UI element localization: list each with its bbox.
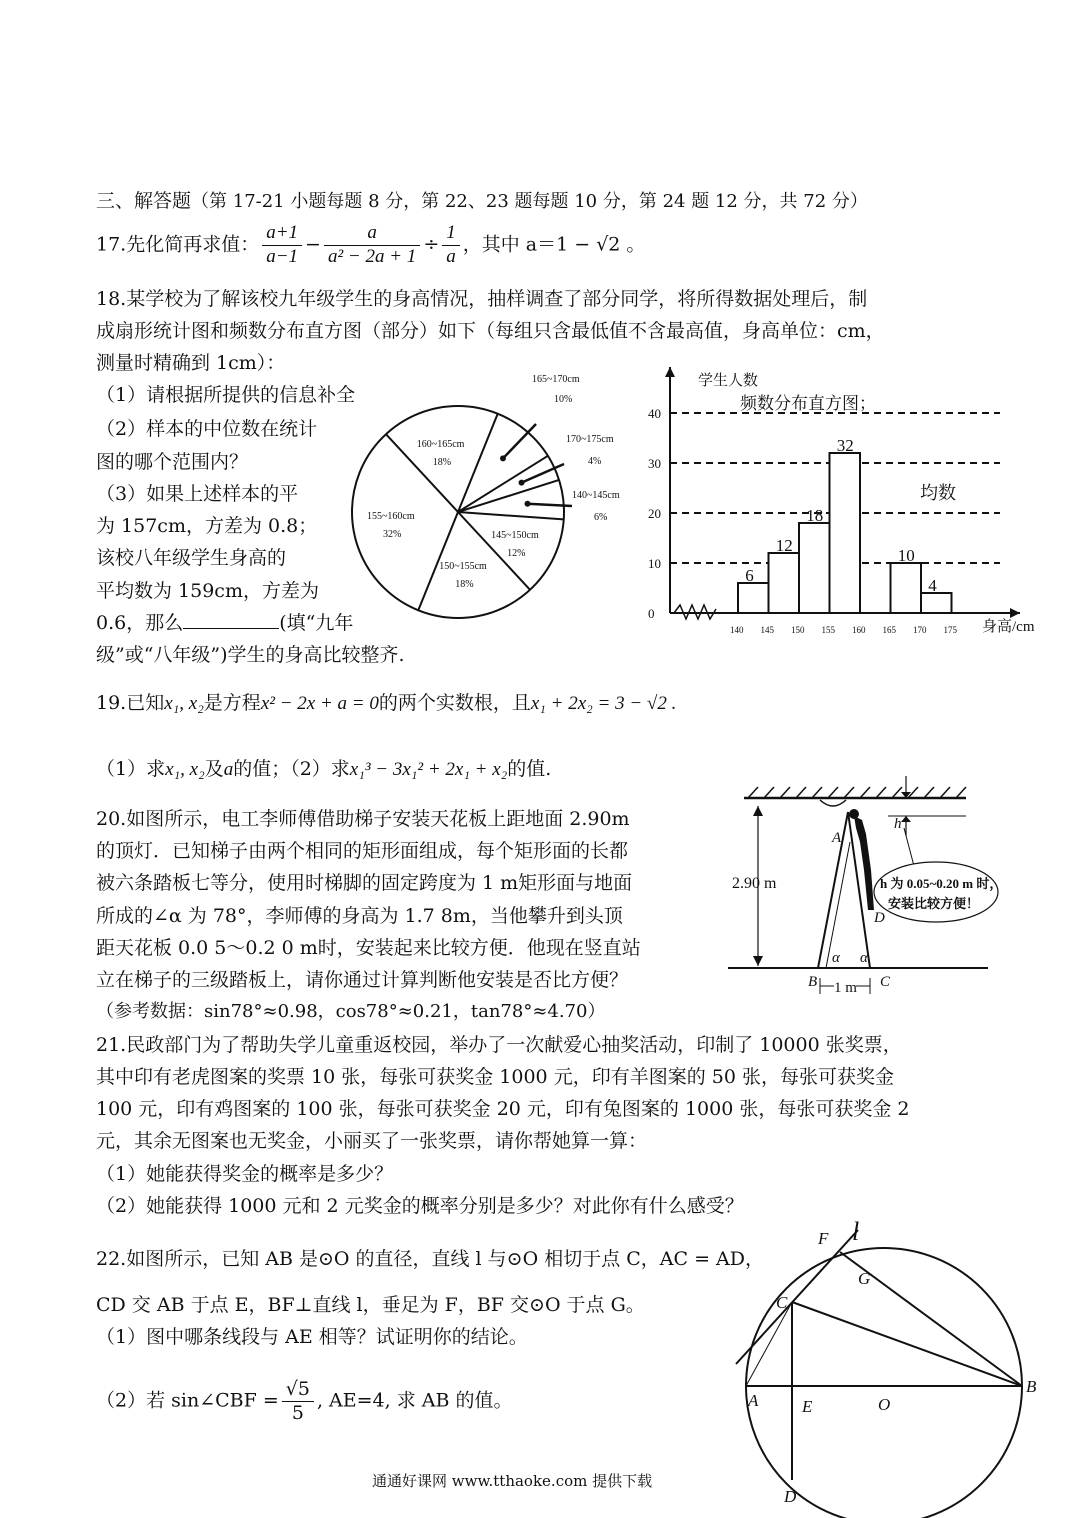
q17-f1-numerator: a+1 xyxy=(262,222,302,246)
footer: 通通好课网 www.tthaoke.com 提供下载 xyxy=(372,1472,653,1490)
point-O: O xyxy=(878,1395,891,1414)
q19-mid: 是方程 xyxy=(203,692,261,714)
pie-slice-label: 140~145cm xyxy=(572,490,620,501)
q20-line-1: 20.如图所示，电工李师傅借助梯子安装天花板上距地面 2.90m xyxy=(96,808,630,830)
y-tick-label: 0 xyxy=(648,606,655,621)
q20-line-3: 被六条踏板七等分，使用时梯脚的固定跨度为 1 m矩形面与地面 xyxy=(96,872,633,894)
pie-slice-edge xyxy=(458,480,559,512)
bar-value-label: 18 xyxy=(806,506,824,525)
q20-line-7: （参考数据：sin78°≈0.98，cos78°≈0.21，tan78°≈4.70） xyxy=(96,1001,606,1022)
pie-slice-label: 155~160cm xyxy=(367,511,415,523)
section-heading xyxy=(96,190,868,214)
pie-slice-percent: 4% xyxy=(588,456,602,467)
q19-condition: x₁ + 2x₂ = 3 − √2 . xyxy=(530,693,677,714)
point-A: A xyxy=(748,1391,759,1410)
q18-part-3e-a: 0.6，那么 xyxy=(96,612,184,634)
q21-line-6: （2）她能获得 1000 元和 2 元奖金的概率分别是多少？对此你有什么感受？ xyxy=(96,1195,744,1217)
pie-chart xyxy=(340,374,620,620)
pie-slice-label: 145~150cm xyxy=(491,530,539,542)
bubble-text-2: 安装比较方便！ xyxy=(888,896,980,911)
histogram-bar xyxy=(891,563,922,613)
section-title: 三、解答题 xyxy=(96,190,192,212)
q21-line-2: 其中印有老虎图案的奖票 10 张，每张可获奖金 1000 元，印有羊图案的 50 张，每张可获奖金 xyxy=(96,1066,894,1088)
x-tick-label: 155 xyxy=(821,625,835,635)
q18-part-3b: 为 157cm，方差为 0.8； xyxy=(96,515,318,537)
q17-f3-denominator: a xyxy=(446,245,456,267)
ladder-point-B: B xyxy=(808,974,818,990)
pie-slice-edge xyxy=(458,414,498,512)
y-tick-label: 10 xyxy=(648,556,661,571)
chart-title: 频数分布直方图； xyxy=(740,394,876,413)
histogram-bar xyxy=(921,593,952,613)
q18-part-3a: （3）如果上述样本的平 xyxy=(96,483,299,505)
q19-l2-vars: x₁, x₂ xyxy=(165,759,205,780)
bubble-text-1: h 为 0.05~0.20 m 时， xyxy=(880,876,1003,891)
q17-fraction-3 xyxy=(442,222,460,269)
ladder-point-A: A xyxy=(832,830,842,846)
q20-line-4: 所成的∠α 为 78°，李师傅的身高为 1.7 8m，当他攀升到头顶 xyxy=(96,905,623,927)
ladder-span-label: 1 m xyxy=(834,980,857,996)
q19-l2-var-a: a xyxy=(223,759,234,780)
q18-part-1: （1）请根据所提供的信息补全 xyxy=(96,384,356,406)
point-D: D xyxy=(784,1487,797,1506)
q20-line-6: 立在梯子的三级踏板上，请你通过计算判断他安装是否比方便？ xyxy=(96,969,629,991)
q18-part-2b: 图的哪个范围内？ xyxy=(96,451,249,473)
pie-slice-percent: 12% xyxy=(507,548,526,560)
question-19-line-1 xyxy=(96,692,676,716)
q22-frac-num: √5 xyxy=(282,1378,314,1402)
point-C: C xyxy=(776,1293,788,1312)
q19-l2-d: 的值. xyxy=(507,758,552,780)
line-l: l xyxy=(852,1217,860,1246)
q22-line-2: CD 交 AB 于点 E，BF⊥直线 l，垂足为 F，BF 交⊙O 于点 G。 xyxy=(96,1294,645,1316)
x-tick-label: 165 xyxy=(882,625,896,635)
pie-arrow xyxy=(503,424,536,458)
point-E: E xyxy=(802,1397,813,1416)
pie-arrow-head xyxy=(519,480,525,486)
q17-f3-numerator: 1 xyxy=(442,222,460,246)
q17-minus: − xyxy=(305,233,321,256)
pie-slice-label: 165~170cm xyxy=(532,374,580,385)
ladder-height-label: 2.90 m xyxy=(732,875,777,892)
q19-l2-expression: x₁³ − 3x₁² + 2x₁ + x₂ xyxy=(349,759,508,780)
point-B: B xyxy=(1026,1377,1037,1396)
ladder-figure xyxy=(728,770,1003,1010)
q17-f2-numerator: a xyxy=(324,222,420,246)
q19-equation: x² − 2x + a = 0 xyxy=(260,693,379,714)
pie-slice-percent: 18% xyxy=(432,457,452,469)
circle-figure xyxy=(728,1218,1048,1518)
q19-l2-a: （1）求 xyxy=(96,758,166,780)
pie-slice-label: 150~155cm xyxy=(439,560,487,572)
q22-line-1: 22.如图所示，已知 AB 是⊙O 的直径，直线 l 与⊙O 相切于点 C，AC = AD， xyxy=(96,1248,764,1270)
point-F: F xyxy=(818,1229,829,1248)
x-tick-label: 170 xyxy=(913,625,927,635)
q22-l4-b: , AE=4, 求 AB 的值。 xyxy=(316,1389,513,1412)
x-axis-label: 身高/cm xyxy=(982,619,1035,635)
q18-line-3: 测量时精确到 1cm）： xyxy=(96,352,286,374)
q17-fraction-2 xyxy=(324,222,420,269)
pie-slice-percent: 18% xyxy=(455,578,474,590)
answer-blank[interactable] xyxy=(183,628,279,629)
q17-divide: ÷ xyxy=(423,233,440,256)
q21-line-1: 21.民政部门为了帮助失学儿童重返校园，举办了一次献爱心抽奖活动，印制了 10000 张奖票， xyxy=(96,1034,902,1056)
pie-arrow-head xyxy=(500,455,506,461)
pie-slice-label: 160~165cm xyxy=(416,439,465,451)
q18-part-2a: （2）样本的中位数在统计 xyxy=(96,418,318,440)
x-tick-label: 175 xyxy=(943,625,957,635)
q18-part-3e xyxy=(96,612,353,636)
pie-slice-percent: 10% xyxy=(554,394,573,405)
q18-line-1: 18.某学校为了解该校九年级学生的身高情况，抽样调查了部分同学，将所得数据处理后，制 xyxy=(96,288,868,310)
x-tick-label: 160 xyxy=(852,625,866,635)
q19-l2-b: 及 xyxy=(204,758,224,780)
y-tick-label: 30 xyxy=(648,456,661,471)
q22-frac-den: 5 xyxy=(291,1401,304,1424)
histogram-bar xyxy=(799,523,830,613)
q22-line-4 xyxy=(96,1378,513,1425)
ladder-alpha-left: α xyxy=(832,950,840,966)
q19-prefix: 19.已知 xyxy=(96,692,165,714)
q18-line-2: 成扇形统计图和频数分布直方图（部分）如下（每组只含最低值不含最高值，身高单位：cm， xyxy=(96,320,885,342)
pie-slice-percent: 32% xyxy=(383,529,402,541)
histogram-chart xyxy=(630,355,1050,645)
bar-value-label: 6 xyxy=(745,566,754,585)
histogram-bar xyxy=(738,583,769,613)
bar-value-label: 12 xyxy=(775,536,793,555)
q19-mid2: 的两个实数根，且 xyxy=(378,692,531,714)
q22-fraction xyxy=(282,1378,314,1425)
bar-value-label: 10 xyxy=(897,546,915,565)
ladder-h-label: h xyxy=(894,816,902,832)
question-17 xyxy=(96,222,645,269)
x-tick-label: 150 xyxy=(791,625,805,635)
bar-value-label: 32 xyxy=(836,436,854,455)
pie-arrow-head xyxy=(525,501,531,507)
x-tick-label: 140 xyxy=(730,625,744,635)
q21-line-3: 100 元，印有鸡图案的 100 张，每张可获奖金 20 元，印有兔图案的 1000 张，每张可获奖金 2 xyxy=(96,1098,910,1120)
q18-part-3c: 该校八年级学生身高的 xyxy=(96,547,287,569)
q19-vars: x₁, x₂ xyxy=(164,693,204,714)
x-tick-label: 145 xyxy=(760,625,774,635)
q21-line-5: （1）她能获得奖金的概率是多少？ xyxy=(96,1163,394,1185)
q19-l2-c: 的值；（2）求 xyxy=(233,758,350,780)
q18-part-3f: 级”或“八年级”)学生的身高比较整齐. xyxy=(96,644,405,666)
pie-slice-label: 170~175cm xyxy=(566,434,614,445)
chart-side-text: 均数 xyxy=(920,483,956,503)
y-tick-label: 40 xyxy=(648,406,661,421)
q17-suffix: ，其中 a＝1 − √2 。 xyxy=(462,233,646,256)
histogram-bar xyxy=(830,453,861,613)
q21-line-4: 元，其余无图案也无奖金，小丽买了一张奖票，请你帮她算一算： xyxy=(96,1130,648,1152)
pie-slice-edge xyxy=(458,512,564,519)
point-G: G xyxy=(858,1269,871,1288)
q17-f2-denominator: a² − 2a + 1 xyxy=(327,245,417,267)
y-axis-label: 学生人数 xyxy=(698,373,759,389)
bar-value-label: 4 xyxy=(928,576,937,595)
histogram-bar xyxy=(769,553,800,613)
pie-arrow xyxy=(528,504,572,506)
ladder-point-D: D xyxy=(874,910,885,926)
y-axis-arrow xyxy=(665,367,675,377)
ladder-alpha-right: α xyxy=(860,950,868,966)
q17-fraction-1 xyxy=(262,222,302,269)
q22-line-3: （1）图中哪条线段与 AE 相等？试证明你的结论。 xyxy=(96,1326,528,1348)
q17-prefix: 17.先化简再求值： xyxy=(96,233,260,256)
question-19-line-2 xyxy=(96,758,551,782)
ladder-point-C: C xyxy=(880,974,891,990)
q20-line-2: 的顶灯．已知梯子由两个相同的矩形面组成，每个矩形面的长都 xyxy=(96,840,629,862)
x-axis-arrow xyxy=(1010,608,1020,618)
y-tick-label: 20 xyxy=(648,506,661,521)
q17-f1-denominator: a−1 xyxy=(266,245,299,267)
q18-part-3d: 平均数为 159cm，方差为 xyxy=(96,580,319,602)
q18-part-3e-b: (填“九年 xyxy=(279,612,354,634)
pie-slice-percent: 6% xyxy=(594,512,608,523)
section-note: （第 17-21 小题每题 8 分，第 22、23 题每题 10 分，第 24 题 12 分，共 72 分） xyxy=(191,191,868,212)
q20-line-5: 距天花板 0.0 5～0.2 0 m时，安装起来比较方便．他现在竖直站 xyxy=(96,937,641,959)
q22-l4-a: （2）若 sin∠CBF = xyxy=(96,1389,279,1412)
